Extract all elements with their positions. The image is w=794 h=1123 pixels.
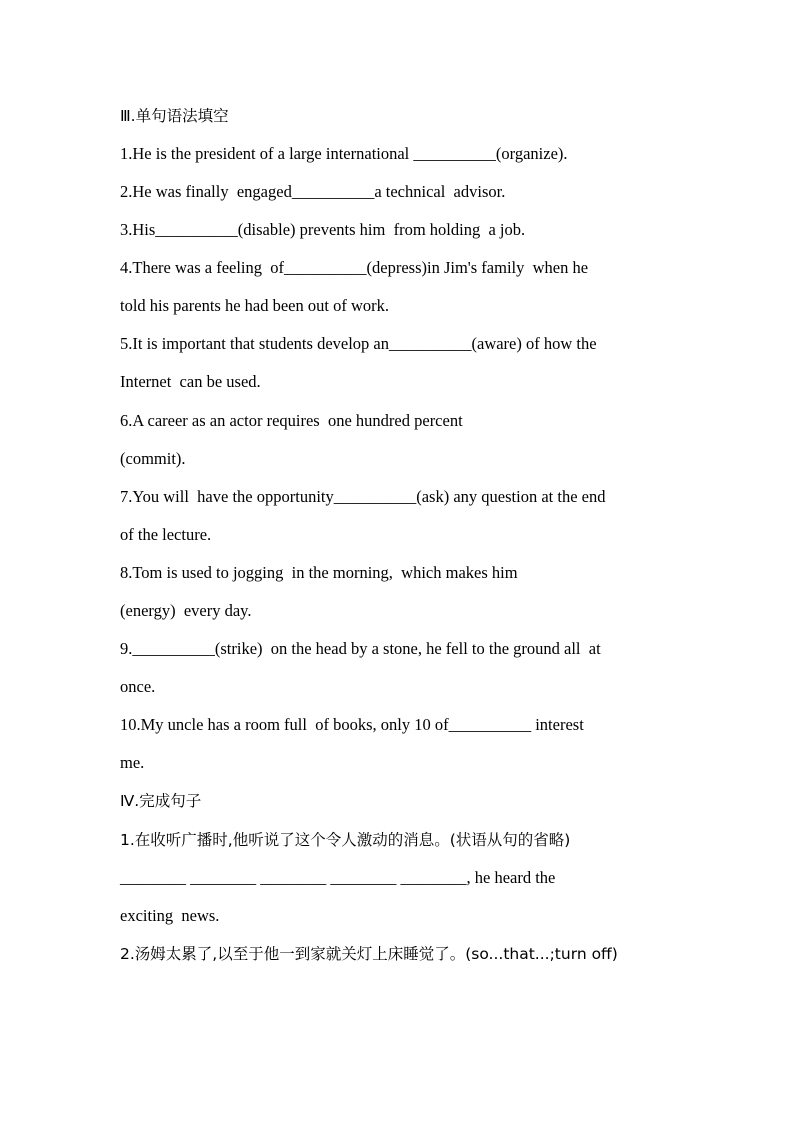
question-3: 3.His__________(disable) prevents him from holding a job. [120,220,526,239]
question-5: 5.It is important that students develop an__________(aware) of how the [120,334,597,353]
section-3-heading: Ⅲ.单句语法填空 [120,107,229,125]
sentence-1-continued: exciting news. [120,906,220,925]
question-10: 10.My uncle has a room full of books, only 10 of__________ interest [120,715,584,734]
question-4-continued: told his parents he had been out of work. [120,296,389,315]
sentence-1-answer-line: ________ ________ ________ ________ ________, he heard the [120,868,556,887]
question-8: 8.Tom is used to jogging in the morning, which makes him [120,563,518,582]
question-8-continued: (energy) every day. [120,601,252,620]
question-7-continued: of the lecture. [120,525,212,544]
section-4-heading: Ⅳ.完成句子 [120,792,202,810]
question-5-continued: Internet can be used. [120,372,261,391]
question-4: 4.There was a feeling of__________(depress)in Jim's family when he [120,258,589,277]
question-6: 6.A career as an actor requires one hundred percent [120,411,463,430]
sentence-2-prompt: 2.汤姆太累了,以至于他一到家就关灯上床睡觉了。(so...that...;turn off) [120,945,618,963]
question-1: 1.He is the president of a large international __________(organize). [120,144,568,163]
question-9: 9.__________(strike) on the head by a stone, he fell to the ground all at [120,639,601,658]
question-10-continued: me. [120,753,145,772]
question-2: 2.He was finally engaged__________a technical advisor. [120,182,506,201]
sentence-1-prompt: 1.在收听广播时,他听说了这个令人激动的消息。(状语从句的省略) [120,831,571,849]
question-9-continued: once. [120,677,156,696]
question-6-continued: (commit). [120,449,186,468]
question-7: 7.You will have the opportunity__________(ask) any question at the end [120,487,606,506]
